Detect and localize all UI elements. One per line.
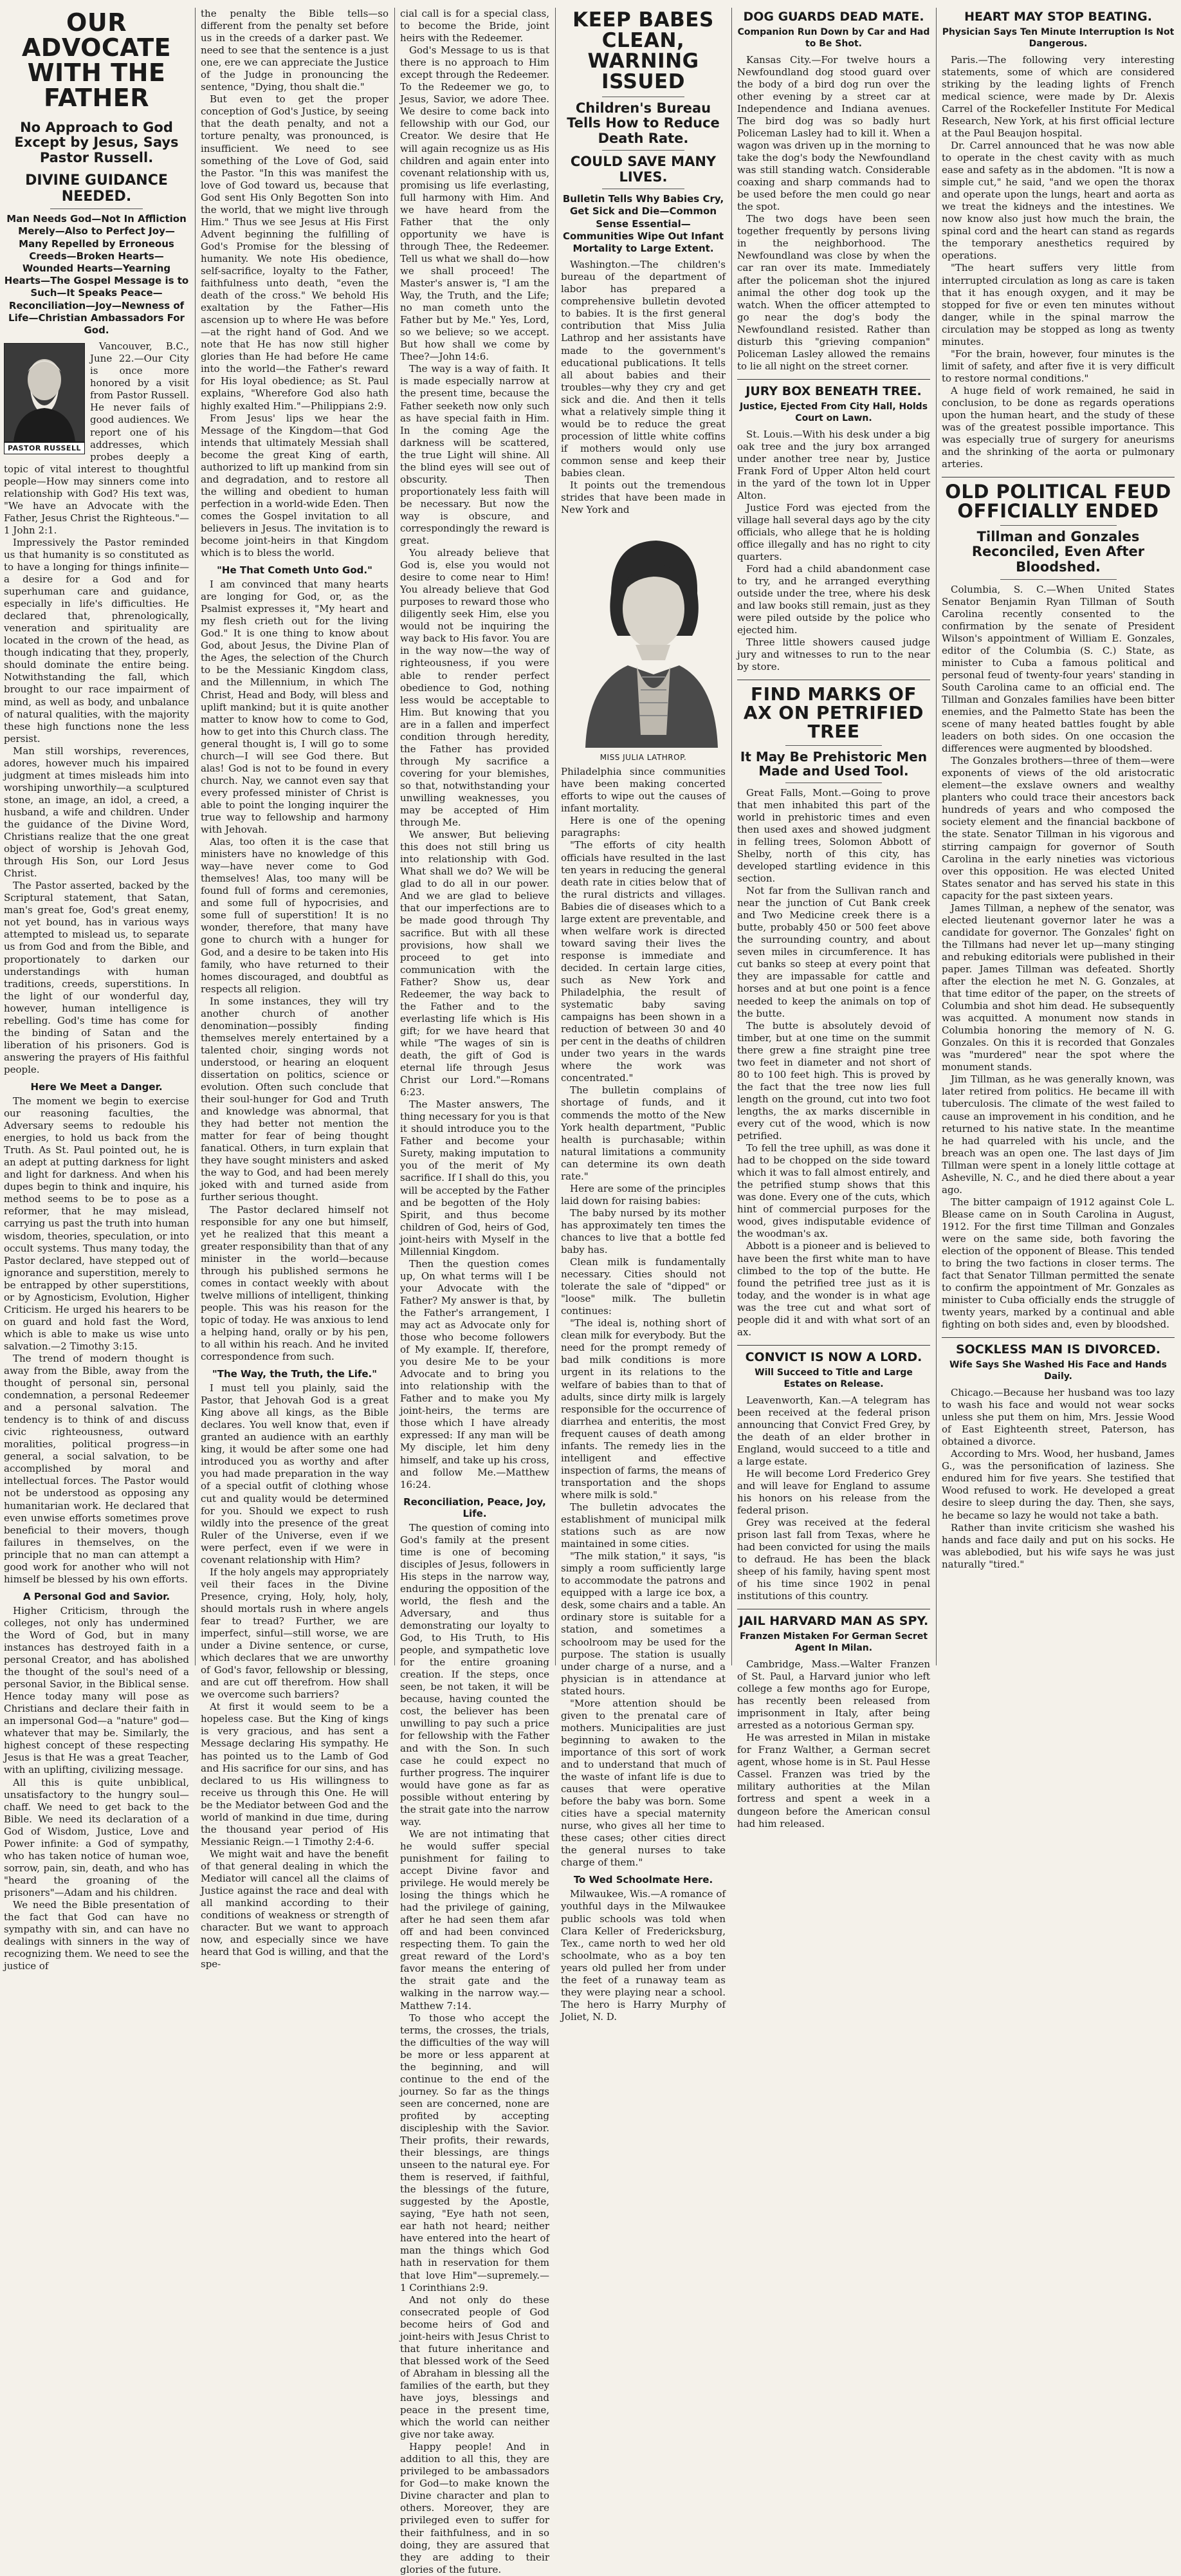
- advocate-headline: OUR ADVOCATE WITH THE FATHER: [21, 8, 172, 113]
- paragraph: Vancouver, B.C., June 22.—Our City is once more honored by a visit from Pastor Russell. He never fails of good audiences. We report one of his addresses, which probes deeply a topic of vital interest to thoughtful people—How may sinners come into relationship with God? His text was, "We have an Advocate with the Father, Jesus Christ the Righteous."—1 John 2:1.: [4, 340, 189, 536]
- paragraph: Cambridge, Mass.—Walter Franzen of St. Paul, a Harvard junior who left college a few months ago for Europe, has recently been released from imprisonment in Italy, after being arrested as a notorious German spy.: [737, 1658, 930, 1732]
- paragraph: "The heart suffers very little from interrupted circulation as long as care is taken that it has enough oxygen, and it may be stopped for five or even ten minutes without danger, while in the spinal marrow the circulation may be stopped as long as twenty minutes.: [942, 262, 1175, 347]
- paragraph: Higher Criticism, through the colleges, not only has undermined the Word of God, but in many instances has destroyed faith in a personal Creator, and has abolished the thought of the soul's need of a personal Savior, in the Biblical sense. Hence today many will pose as Christians and declare their faith in an impersonal God—a "nature" god—whatever that may be. Similarly, the highest concept of these respecting Jesus is that He was a great Teacher, with an uplifting, civilizing message.: [4, 1604, 189, 1776]
- paragraph: "The ideal is, nothing short of clean milk for everybody. But the need for the prompt remedy of bad milk conditions is more urgent in its relations to the welfare of babies than to that of adults, since dirty milk is largely responsible for the occurrence of diarrhea and enteritis, the most frequent causes of death among infants. The remedy lies in the intelligent and effective inspection of farms, the means of transportation and the shops where milk is sold.": [561, 1317, 726, 1501]
- jury-headline: JURY BOX BENEATH TREE.: [746, 384, 922, 398]
- paragraph: Man still worships, reverences, adores, however much his impaired judgment at times misleads him into worshiping unworthily—a sculptured stone, an image, an idol, a creed, a husband, a wife and children. Under the guidance of the Divine Word, Christians realize that the one great object of worship is Jehovah God, through His Son, our Lord Jesus Christ.: [4, 745, 189, 880]
- paragraph: Not far from the Sullivan ranch and near the junction of Cut Bank creek and Two Medicine creek there is a butte, probably 450 or 500 feet above the surrounding country, and about seven miles in circumference. It has cut banks so steep at every point that they are impassable for cattle and horses and at but one point is a fence needed to keep the animals on top of the butte.: [737, 885, 930, 1019]
- paragraph: The Master answers, The thing necessary for you is that it should introduce you to the Father and become your Surety, making imputation to you of the merit of My sacrifice. If I shall do this, you will be accepted by the Father and be begotten of the Holy Spirit, and thus become children of God, heirs of God, joint-heirs with Myself in the Millennial Kingdom.: [400, 1098, 549, 1257]
- paragraph: The moment we begin to exercise our reasoning faculties, the Adversary seems to redouble his energies, to hold us back from the Truth. As St. Paul pointed out, he is an adept at putting darkness for light and light for darkness. And when his dupes begin to think and inquire, his method seems to be to pose as a reformer, that he may mislead, carrying us past the truth into human wisdom, theories, speculation, or into occult systems. Thus many today, the Pastor declared, have stepped out of ignorance and superstition, merely to be entrapped by other superstitions, or by Agnosticism, Evolution, Higher Criticism. He urged his hearers to be on guard and hold fast the Word, which is able to make us wise unto salvation.—2 Timothy 3:15.: [4, 1095, 189, 1352]
- section-subhead: "He That Cometh Unto God.": [217, 564, 372, 577]
- paragraph: God's Message to us is that there is no approach to Him except through the Redeemer. To the Redeemer we go, to Jesus, Savior, we adore Thee. We desire to come back into fellowship with our God, our Creator. We desire that He will again recognize us as His children and again enter into covenant relationship with us, promising us life everlasting, full harmony with Him. And we have heard from the Father that the only opportunity we have is through Thee, the Redeemer. Tell us what we shall do—how we shall proceed! The Master's answer is, "I am the Way, the Truth, and the Life; no man cometh unto the Father but by Me." Yes, Lord, so we believe; so we accept. But how shall we come by Thee?—John 14:6.: [400, 44, 549, 363]
- paragraph: The bitter campaign of 1912 against Cole L. Blease came on in South Carolina in August, 1912. For the first time Tillman and Gonzales were on the same side, both favoring the election of the opponent of Blease. This tended to bring the two factions in closer terms. The fact that Senator Tillman permitted the senate to confirm the appointment of Mr. Gonzales as minister to Cuba officially ends the struggle of twenty years, marked by a continual and able fighting on both sides and, even by bloodshed.: [942, 1196, 1175, 1331]
- feud-subhead: Tillman and Gonzales Reconciled, Even After Bloodshed.: [971, 528, 1145, 575]
- pastor-portrait: [4, 343, 85, 454]
- paragraph: If the holy angels may appropriately veil their faces in the Divine Presence, crying, Holy, holy, holy, should mortals rush in where angels fear to tread? Further, we are imperfect, sinful—still worse, we are under a Divine sentence, or curse, which declares that we are unworthy of God's favor, fellowship or blessing, and are cut off therefrom. How shall we overcome such barriers?: [201, 1566, 389, 1701]
- advocate-deck: Man Needs God—Not In Affliction Merely—Also to Perfect Joy—Many Repelled by Erroneous Creeds—Broken Hearts—Wounded Hearts—Yearning Hearts—The Gospel Message is to Such—It Speaks Peace—Reconciliation—Joy—Newness of Life—Christian Ambassadors For God.: [4, 213, 189, 336]
- portrait-nameplate: PASTOR RUSSELL: [4, 442, 85, 454]
- feud-headline: OLD POLITICAL FEUD OFFICIALLY ENDED: [945, 481, 1171, 523]
- ax-subhead: It May Be Prehistoric Men Made and Used Tool.: [740, 748, 928, 779]
- paragraph: Then the question comes up, On what terms will I be your Advocate with the Father? My answer is that, by the Father's arrangement, I may act as Advocate only for those who become followers of My example. If, therefore, you desire Me to be your Advocate and to bring you into relationship with the Father and to make you My joint-heirs, the terms are those which I have already expressed: If any man will be My disciple, let him deny himself, and take up his cross, and follow Me.—Matthew 16:24.: [400, 1257, 549, 1490]
- paragraph: Grey was received at the federal prison last fall from Texas, where he had been convicted for using the mails to defraud. He has been the black sheep of his family, having spent most of his time since 1902 in penal institutions of this country.: [737, 1516, 930, 1602]
- babes-headline: KEEP BABES CLEAN, WARNING ISSUED: [572, 8, 714, 93]
- paragraph: I must tell you plainly, said the Pastor, that Jehovah God is a great King above all kings, as the Bible declares. You well know that, even if granted an audience with an earthly king, it would be after some one had introduced you as worthy and after you had made preparation in the way of a special outfit of clothing whose cut and quality would be determined for you. Should we expect to rush wildly into the presence of the great Ruler of the Universe, even if we were perfect, even if we were in covenant relationship with Him?: [201, 1382, 389, 1566]
- paragraph: Happy people! And in addition to all this, they are privileged to be ambassadors for God—to make known the Divine character and plan to others. Moreover, they are privileged even to suffer for their faithfulness, and in so doing, they are assured that they are adding to their glories of the future.: [400, 2441, 549, 2575]
- column-5: [733, 8, 934, 1830]
- paragraph: Chicago.—Because her husband was too lazy to wash his face and would not wear socks unless she put them on him, Mrs. Jessie Wood of East Eighteenth street, Paterson, has obtained a divorce.: [942, 1387, 1175, 1448]
- column-4: [557, 8, 729, 2023]
- portrait-photo: [4, 343, 85, 442]
- heart-headline: HEART MAY STOP BEATING.: [964, 10, 1152, 24]
- paragraph: The way is a way of faith. It is made especially narrow at the present time, because the Father seeketh now only such as have special faith in Him. In the coming Age the darkness will be scattered, the true Light will shine. All the blind eyes will see out of obscurity. Then proportionately less faith will be necessary. But now the way is obscure, and correspondingly the reward is great.: [400, 363, 549, 547]
- divider: [50, 208, 143, 209]
- paragraph: Alas, too often it is the case that ministers have no knowledge of this way—have never come to God themselves! Alas, too many will be found full of forms and ceremonies, and some full of hypocrisies, and some full of superstition! It is no wonder, therefore, that many have gone to church with a hunger for God, and a desire to be taken into His family, who have returned to their homes discouraged, and doubtful as respects all religion.: [201, 836, 389, 995]
- dog-deck: Companion Run Down by Car and Had to Be Shot.: [737, 26, 930, 49]
- paragraph: James Tillman, a nephew of the senator, was elected lieutenant governor later he was a candidate for governor. The Gonzales' fight on the Tillmans had never let up—many stinging and rebuking editorials were published in their paper. James Tillman was defeated. Shortly after the election he met N. G. Gonzales, at that time editor of the paper, on the streets of Columbia and shot him dead. He subsequently was acquitted. A monument now stands in Columbia honoring the memory of N. G. Gonzales. On this it is recorded that Gonzales was "murdered" near the spot where the monument stands.: [942, 902, 1175, 1073]
- paragraph: A huge field of work remained, he said in conclusion, to be done as regards operations upon the human heart, and the study of these was of the greatest possible importance. This was especially true of surgery for aneurisms and the shrinking of the aorta or pulmonary arteries.: [942, 384, 1175, 470]
- section-subhead: "The Way, the Truth, the Life.": [212, 1368, 378, 1380]
- advocate-subhead-2: DIVINE GUIDANCE NEEDED.: [25, 172, 168, 205]
- paragraph: We are not intimating that he would suffer special punishment for failing to accept Divine favor and privilege. He would merely be losing the things which he had the privilege of gaining, after he had seen them afar off and had been convinced respecting them. To gain the great reward of the Lord's favor means the entering of the strait gate and the walking in the narrow way.—Matthew 7:14.: [400, 1828, 549, 2012]
- paragraph: All this is quite unbiblical, unsatisfactory to the hungry soul—chaff. We need to get back to the Bible. We need its declaration of a God of Wisdom, Justice, Love and Power infinite: a God of sympathy, who has taken notice of human woe, sorrow, pain, sin, death, and who has "heard the groaning of the prisoners"—Adam and his children.: [4, 1776, 189, 1898]
- lathrop-illustration: [566, 523, 728, 748]
- column-rule: [394, 8, 395, 1665]
- advocate-subhead: No Approach to God Except by Jesus, Says Pastor Russell.: [14, 119, 179, 165]
- section-subhead: Here We Meet a Danger.: [30, 1080, 163, 1093]
- column-3: [396, 8, 553, 2575]
- paragraph: But even to get the proper conception of God's Justice, by seeing that the death penalty, and not a torture penalty, was pronounced, is insufficient. We need to see something of the Love of God, said the Pastor. "In this was manifest the love of God toward us, because that God sent His Only Begotten Son into the world, that we might live through Him." Thus we see Jesus at His First Advent beginning the fulfilling of God's Promise for the blessing of humanity. We note His obedience, self-sacrifice, loyalty to the Father, faithfulness unto death, "even the death of the cross." We behold His exaltation by the Father—His ascension up to where He was before—at the right hand of God. And we note that He has now still higher glories than He had before He came into the world—the Father's reward for His loyal obedience; as St. Paul explains, "Wherefore God also hath highly exalted Him."—Philippians 2:9.: [201, 93, 389, 412]
- paragraph: To those who accept the terms, the crosses, the trials, the difficulties of the way will be more or less apparent at the beginning, and will continue to the end of the journey. So far as the things seen are concerned, none are profited by accepting discipleship with the Savior. Their profits, their rewards, their blessings, are things unseen to the natural eye. For them is reserved, if faithful, the blessings of the future, suggested by the Apostle, saying, "Eye hath not seen, ear hath not heard; neither have entered into the heart of man the things which God hath in reservation for them that love Him"—supremely.—1 Corinthians 2:9.: [400, 2012, 549, 2293]
- paragraph: Paris.—The following very interesting statements, some of which are considered striking by the leading lights of French medical science, were made by Dr. Alexis Carrel of the Rockefeller Institute For Medical Research, New York, at his first official lecture at the Paul Beaujon hospital.: [942, 53, 1175, 139]
- paragraph: cial call is for a special class, to become the Bride, joint heirs with the Redeemer.: [400, 8, 549, 44]
- paragraph: The butte is absolutely devoid of timber, but at one time on the summit there grew a fine straight pine tree two feet in diameter and not short of 80 to 100 feet high. This is proved by the fact that the tree now lies full length on the ground, cut into two foot lengths, the ax marks discernible in every cut of the wood, which is now petrified.: [737, 1019, 930, 1142]
- paragraph: "The milk station," it says, "is simply a room sufficiently large to accommodate the patrons and equipped with a large ice box, a desk, some chairs and a table. An ordinary store is suitable for a station, and sometimes a schoolroom may be used for the purpose. The station is usually under charge of a nurse, and a physician is in attendance at stated hours.: [561, 1550, 726, 1697]
- section-subhead: Reconciliation, Peace, Joy, Life.: [403, 1496, 546, 1519]
- column-rule: [555, 8, 556, 1665]
- paragraph: Leavenworth, Kan.—A telegram has been received at the federal prison announcing that Convict Fred Grey, by the death of an elder brother in England, would succeed to a title and a large estate.: [737, 1394, 930, 1467]
- divider: [737, 1345, 930, 1346]
- column-2: [197, 8, 392, 1970]
- paragraph: Here is one of the opening paragraphs:: [561, 815, 726, 839]
- paragraph: The bulletin complains of shortage of funds, and it commends the motto of the New York health department, "Public health is purchasable; within natural limitations a community can determine its own death rate.": [561, 1084, 726, 1182]
- paragraph: Rather than invite criticism she washed his hands and face daily and put on his socks. He was ablebodied, but his wife says he was just naturally "tired.": [942, 1521, 1175, 1570]
- paragraph: "For the brain, however, four minutes is the limit of safety, and after five it is very difficult to restore normal conditions.": [942, 347, 1175, 384]
- paragraph: The trend of modern thought is away from the Bible, away from the thought of personal sin, personal condemnation, a personal Redeemer and a personal salvation. The tendency is to think of and discuss civic righteousness, outward moralities, political progress—in general, a social salvation, to be accomplished by moral and intellectual forces. The Pastor would not be understood as opposing any humanitarian work. He declared that even unwise efforts sometimes prove beneficial to their movers, though failures in themselves, on the principle that no man can attempt a good work for another who will not himself be blessed by his own efforts.: [4, 1352, 189, 1585]
- spy-headline: JAIL HARVARD MAN AS SPY.: [738, 1614, 929, 1629]
- dog-headline: DOG GUARDS DEAD MATE.: [743, 10, 924, 24]
- paragraph: Washington.—The children's bureau of the department of labor has prepared a comprehensive bulletin devoted to babies. It is the first general contribution that Miss Julia Lathrop and her assistants have made to the government's educational publications. It tells all about babies and their troubles—why they cry and get sick and die. And then it tells what a relatively simple thing it would be to reduce the great procession of little white coffins if mothers would only use common sense and keep their babies clean.: [561, 259, 726, 479]
- paragraph: At first it would seem to be a hopeless case. But the King of kings is very gracious, and has sent a Message declaring His sympathy. He has pointed us to the Lamb of God and His sacrifice for our sins, and has declared to us His willingness to receive us through this One. He will be the Mediator between God and the world of mankind in due time, during the thousand year period of His Messianic Reign.—1 Timothy 2:4-6.: [201, 1701, 389, 1848]
- paragraph: Clean milk is fundamentally necessary. Cities should not tolerate the sale of "dipped" or "loose" milk. The bulletin continues:: [561, 1256, 726, 1317]
- ax-headline: FIND MARKS OF AX ON PETRIFIED TREE: [743, 683, 924, 743]
- paragraph: To fell the tree uphill, as was done it had to be chopped on the side toward which it was to fall almost entirely, and the petrified stump shows that this was done. Every one of the cuts, which hint of commercial purposes for the wood, gives indisputable evidence of the woodman's ax.: [737, 1142, 930, 1240]
- convict-headline: CONVICT IS NOW A LORD.: [745, 1349, 922, 1364]
- paragraph: We answer, But believing this does not still bring us into relationship with God. What shall we do? We will be glad to do all in our power. And we are glad to believe that our imperfections are to be made good through Thy sacrifice. But with all these provisions, how shall we proceed to get into communication with the Father? Show us, dear Redeemer, the way back to the Father and to the everlasting life which is His gift; for we have heard that while "The wages of sin is death, the gift of God is eternal life through Jesus Christ our Lord."—Romans 6:23.: [400, 829, 549, 1098]
- paragraph: Three little showers caused judge jury and witnesses to run to the near by store.: [737, 636, 930, 673]
- paragraph: He was arrested in Milan in mistake for Franz Walther, a German secret agent, whose home is in St. Paul Hesse Cassel. Franzen was tried by the military authorities at the Milan fortress and spent a week in a dungeon before the American consul had him released.: [737, 1732, 930, 1830]
- divider: [942, 1337, 1175, 1338]
- paragraph: The baby nursed by its mother has approximately ten times the chances to live that a bottle fed baby has.: [561, 1207, 726, 1256]
- paragraph: It points out the tremendous strides that have been made in New York and: [561, 479, 726, 516]
- divider: [737, 379, 930, 380]
- paragraph: Here are some of the principles laid down for raising babies:: [561, 1182, 726, 1207]
- paragraph: "More attention should be given to the prenatal care of mothers. Municipalities are just beginning to awaken to the importance of this sort of work and to understand that much of the waste of infant life is due to causes that were operative before the baby was born. Some cities have a special maternity nurse, who gives all her time to these cases; other cities direct the general nurses to take charge of them.": [561, 1697, 726, 1869]
- paragraph: He will become Lord Frederico Grey and will leave for England to assume his honors on his release from the federal prison.: [737, 1467, 930, 1516]
- divider: [785, 745, 882, 746]
- paragraph: Justice Ford was ejected from the village hall several days ago by the city officials, who allege that he is holding office illegally and has no right to city quarters.: [737, 501, 930, 562]
- paragraph: "The efforts of city health officials have resulted in the last ten years in reducing the general death rate in cities below that of the rural districts and villages. Babies die of diseases which to a large extent are preventable, and when welfare work is directed toward saving their lives the response is immediate and decided. In certain large cities, such as New York and Philadelphia, the result of systematic baby saving campaigns has been shown in a reduction of between 30 and 40 per cent in the deaths of children under two years in the wards where the work was concentrated.": [561, 839, 726, 1084]
- babes-subhead: Children's Bureau Tells How to Reduce Death Rate.: [567, 100, 720, 146]
- column-rule: [731, 8, 732, 1665]
- babes-deck: Bulletin Tells Why Babies Cry, Get Sick and Die—Common Sense Essential—Communities Wipe Out Infant Mortality to Large Extent.: [562, 193, 724, 255]
- paragraph: Ford had a child abandonment case to try, and he arranged everything outside under the tree, where his desk and law books still remain, just as they were piled outside by the police who ejected him.: [737, 563, 930, 636]
- column-rule: [195, 8, 196, 1665]
- paragraph: Milwaukee, Wis.—A romance of youthful days in the Milwaukee public schools was told when Clara Keller of Fredericksburg, Tex., came north to wed her old schoolmate, who as a boy ten years old pulled her from under the feet of a runaway team as they were playing near a school. The hero is Harry Murphy of Joliet, N. D.: [561, 1888, 726, 2023]
- paragraph: The question of coming into God's family at the present time is one of becoming disciples of Jesus, followers in His steps in the narrow way, enduring the opposition of the world, the flesh and the Adversary, and thus demonstrating our loyalty to God, to His Truth, to His people, and sympathetic love for the entire groaning creation. If the steps, once seen, be not taken, it will be because, having counted the cost, the believer has been unwilling to pay such a price for fellowship with the Father and with the Son. In such case he could expect no further progress. The inquirer would have gone as far as possible without entering by the strait gate into the narrow way.: [400, 1521, 549, 1828]
- paragraph: We might wait and have the benefit of that general dealing in which the Mediator will cancel all the claims of Justice against the race and deal with all mankind according to their conditions of weakness or strength of character. But we want to approach now, and especially since we have heard that God is willing, and that the spe-: [201, 1848, 389, 1970]
- section-subhead: A Personal God and Savior.: [23, 1590, 170, 1602]
- paragraph: Jim Tillman, as he was generally known, was later retired from politics. He became ill with tuberculosis. The climate of the west failed to cause an improvement in his condition, and he returned to his native state. In the meantime he had quarreled with his uncle, and the breach was an open one. The last days of Jim Tillman were spent in a lonely little cottage at Asheville, N. C., and he died there about a year ago.: [942, 1073, 1175, 1196]
- spy-deck: Franzen Mistaken For German Secret Agent In Milan.: [739, 1631, 928, 1654]
- divider: [1000, 579, 1117, 580]
- paragraph: Great Falls, Mont.—Going to prove that men inhabited this part of the world in prehistoric times and even then used axes and showed judgment in felling trees, Solomon Abbott of Shelby, north of this city, has developed startling evidence in this section.: [737, 786, 930, 885]
- divider: [1000, 525, 1117, 526]
- paragraph: The Pastor declared himself not responsible for any one but himself, yet he realized that this meant a greater responsibility than that of any minister in the world—because through his published sermons he comes in contact weekly with about twelve millions of intelligent, thinking people. This was his reason for the topic of today. He was anxious to lend a helping hand, orally or by his pen, to all within his reach. And he invited correspondence from such.: [201, 1203, 389, 1363]
- paragraph: St. Louis.—With his desk under a big oak tree and the jury box arranged under another tree near by, Justice Frank Ford of Upper Alton held court in the yard of the town lot in Upper Alton.: [737, 428, 930, 501]
- paragraph: I am convinced that many hearts are longing for God, or, as the Psalmist expresses it, "My heart and my flesh crieth out for the living God." It is one thing to know about God, about Jesus, the Divine Plan of the Ages, the selection of the Church to be the Messianic Kingdom class, and the Millennium, in which The Christ, Head and Body, will bless and uplift mankind; but it is quite another matter to know how to come to God, how to get into this Church class. The general thought is, I will go to some church—I will see God there. But alas! God is not to be found in every church. Nay, we cannot even say that every professed minister of Christ is able to point the longing inquirer the true way to fellowship and harmony with Jehovah.: [201, 579, 389, 836]
- paragraph: Abbott is a pioneer and is believed to have been the first white man to have climbed to the top of the butte. He found the petrified tree just as it is today, and the wonder is in what age was the tree cut and what sort of people did it and with what sort of an ax.: [737, 1240, 930, 1338]
- lathrop-photo: [566, 523, 720, 750]
- paragraph: The Pastor asserted, backed by the Scriptural statement, that Satan, man's great foe, God's great enemy, not yet bound, has in various ways attempted to mislead us, to separate us from God and from the Bible, and proportionately to darken our understandings with human traditions, creeds, superstitions. In the light of our wonderful day, however, human intelligence is rebelling. God's time has come for the binding of Satan and the liberation of his prisoners. God is answering the prayers of His faithful people.: [4, 880, 189, 1075]
- paragraph: According to Mrs. Wood, her husband, James G., was the personification of laziness. She endured him for five years. She testified that Wood refused to work. He developed a great desire to sleep during the day. Then, she says, he became so lazy he would not take a bath.: [942, 1448, 1175, 1521]
- paragraph: Philadelphia since communities have been making concerted efforts to wipe out the causes of infant mortality.: [561, 766, 726, 815]
- photo-caption: MISS JULIA LATHROP.: [600, 753, 687, 763]
- column-1: [0, 8, 193, 1972]
- column-rule: [936, 8, 937, 1665]
- paragraph: You already believe that God is, else you would not desire to come near to Him! You already believe that God purposes to reward those who diligently seek Him, else you would not be inquiring the way back to His favor. You are in the way now—the way of righteousness, if you were able to render perfect obedience to God, nothing less would be acceptable to Him. But knowing that you are in a fallen and imperfect condition through heredity, the Father has provided through My sacrifice a covering for your blemishes, so that, notwithstanding your unwilling weaknesses, you may be accepted of Him through Me.: [400, 547, 549, 829]
- paragraph: In some instances, they will try another church of another denomination—possibly finding themselves merely entertained by a talented choir, singing words not understood, or hearing an eloquent dissertation on politics, science or evolution. Often such conclude that their soul-hunger for God and Truth and knowledge was abnormal, that they had better not mention the matter for fear of being thought fanatical. Others, in turn explain that they have sought ministers and asked the way to God, and had been merely joked with and turned aside from further serious thought.: [201, 995, 389, 1203]
- column-6: [938, 8, 1178, 1665]
- paragraph: And not only do these consecrated people of God become heirs of God and joint-heirs with Jesus Christ to that future inheritance and that blessed work of the Seed of Abraham in blessing all the families of the earth, but they have joys, blessings and peace in the present time, which the world can neither give nor take away.: [400, 2293, 549, 2441]
- sockless-headline: SOCKLESS MAN IS DIVORCED.: [955, 1342, 1161, 1357]
- babes-subhead-2: COULD SAVE MANY LIVES.: [570, 154, 717, 185]
- heart-deck: Physician Says Ten Minute Interruption Is Not Dangerous.: [942, 26, 1175, 49]
- paragraph: The Gonzales brothers—three of them—were exponents of views of the old aristocratic element—the exslave owners and wealthy planters who could trace their ancestors back hundreds of years and who composed the society element and the financial backbone of the state. Senator Tillman in his vigorous and stirring campaign for governor of South Carolina in the early nineties was victorious over this opposition. He was elected United States senator and has served his state in this capacity for the past sixteen years.: [942, 755, 1175, 902]
- paragraph: From Jesus' lips we hear the Message of the Kingdom—that God intends that ultimately Messiah shall become the great King of earth, authorized to lift up mankind from sin and degradation, and to restore all the willing and obedient to human perfection in a world-wide Eden. Then comes the Gospel invitation to all believers in Jesus. The invitation is to become joint-heirs in that Kingdom which is to bless the world.: [201, 412, 389, 559]
- sockless-deck: Wife Says She Washed His Face and Hands Daily.: [949, 1360, 1167, 1382]
- section-subhead: To Wed Schoolmate Here.: [573, 1874, 713, 1886]
- paragraph: The bulletin advocates the establishment of municipal milk stations such as are now maintained in some cities.: [561, 1501, 726, 1550]
- portrait-illustration: [5, 344, 84, 441]
- paragraph: Dr. Carrel announced that he was now able to operate in the chest cavity with as much ease and safety as in the abdomen. "It is now a simple cut," he said, "and we open the thorax and operate upon the lungs, heart and aorta as we treat the kidneys and the intestines. We now know also just how much the brain, the spinal cord and the heart can stand as regards the temporary anesthetics required by operations.: [942, 139, 1175, 262]
- divider: [602, 150, 684, 151]
- paragraph: Impressively the Pastor reminded us that humanity is so constituted as to have a longing for things infinite—a desire for a God and for superhuman care and guidance, especially in life's difficulties. He declared that, phrenologically, veneration and spirituality are located in the crown of the head, as though indicating that they, properly, should dominate the entire being. Notwithstanding the fall, which brought to our race impairment of mind, as well as body, and unbalance of natural qualities, with the majority these high functions none the less persist.: [4, 536, 189, 745]
- paragraph: The two dogs have been seen together frequently by persons living in the neighborhood. The Newfoundland was close by when the car ran over its mate. Immediately after the policeman shot the injured animal the other dog took up the watch. When the officer attempted to go near the dog's body the Newfoundland resisted. Rather than disturb this "grieving companion" Policeman Lasley allowed the remains to lie all night on the street corner.: [737, 213, 930, 372]
- jury-deck: Justice, Ejected From City Hall, Holds Court on Lawn.: [739, 401, 928, 423]
- paragraph: Columbia, S. C.—When United States Senator Benjamin Ryan Tillman of South Carolina recently consented to the confirmation by the senate of President Wilson's appointment of William E. Gonzales, editor of the Columbia (S. C.) State, as minister to Cuba a famous political and personal feud of twenty-four years' standing in South Carolina came to an official end. The Tillman and Gonzales families have been bitter enemies, and the Palmetto State has been the scene of many heated battles fought by able leaders on both sides. On one occasion the differences were augmented by bloodshed.: [942, 583, 1175, 755]
- paragraph: Kansas City.—For twelve hours a Newfoundland dog stood guard over the body of a bird dog run over the other evening by a street car at Independence and Indiana avenues. The bird dog was so badly hurt Policeman Lasley had to kill it. When a wagon was driven up in the morning to take the dog's body the Newfoundland was still standing watch. Considerable coaxing and sharp commands had to be used before the men could go near the spot.: [737, 53, 930, 213]
- paragraph: We need the Bible presentation of the fact that God can have no sympathy with sin, and can have no dealings with sinners in the way of recognizing them. We need to see the justice of: [4, 1898, 189, 1972]
- convict-deck: Will Succeed to Title and Large Estates on Release.: [755, 1367, 913, 1389]
- paragraph: the penalty the Bible tells—so different from the penalty set before us in the creeds of a darker past. We need to see that the sentence is a just one, ere we can appreciate the Justice of the Judge in pronouncing the sentence, "Dying, thou shalt die.": [201, 8, 389, 93]
